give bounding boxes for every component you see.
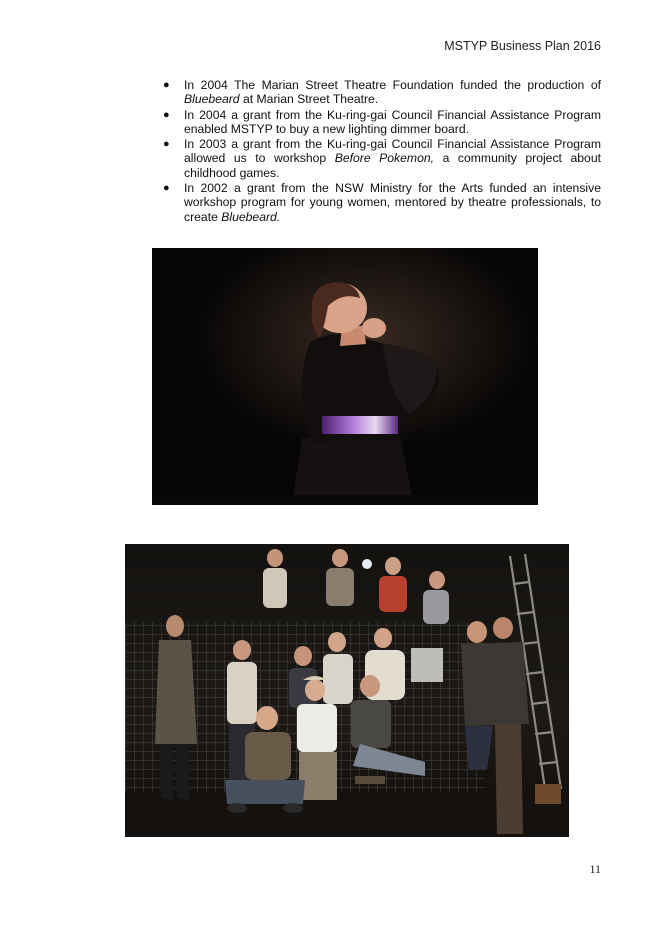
list-item: ● In 2002 a grant from the NSW Ministry for the Arts funded an intensive workshop program for young women, mentored by theatre professionals, to create Bluebeard.	[163, 181, 601, 224]
bullet-icon: ●	[163, 79, 170, 91]
bullet-icon: ●	[163, 108, 170, 121]
bullet-icon: ●	[163, 138, 170, 151]
list-item: ● In 2004 a grant from the Ku-ring-gai Council Financial Assistance Program enabled MSTYP to buy a new lighting dimmer board.	[163, 107, 601, 136]
list-item: ● In 2004 The Marian Street Theatre Foundation funded the production of Bluebeard at Marian Street Theatre.	[163, 78, 601, 107]
page-header: MSTYP Business Plan 2016	[444, 39, 601, 53]
list-item: ● In 2003 a grant from the Ku-ring-gai Council Financial Assistance Program allowed us to workshop Before Pokemon, a community project about childhood games.	[163, 137, 601, 180]
ensemble-cast-photo	[125, 544, 569, 837]
page-number: 11	[589, 862, 601, 876]
funding-history-list	[163, 78, 601, 225]
performer-spotlight-photo	[152, 248, 538, 505]
bullet-icon: ●	[163, 182, 170, 195]
